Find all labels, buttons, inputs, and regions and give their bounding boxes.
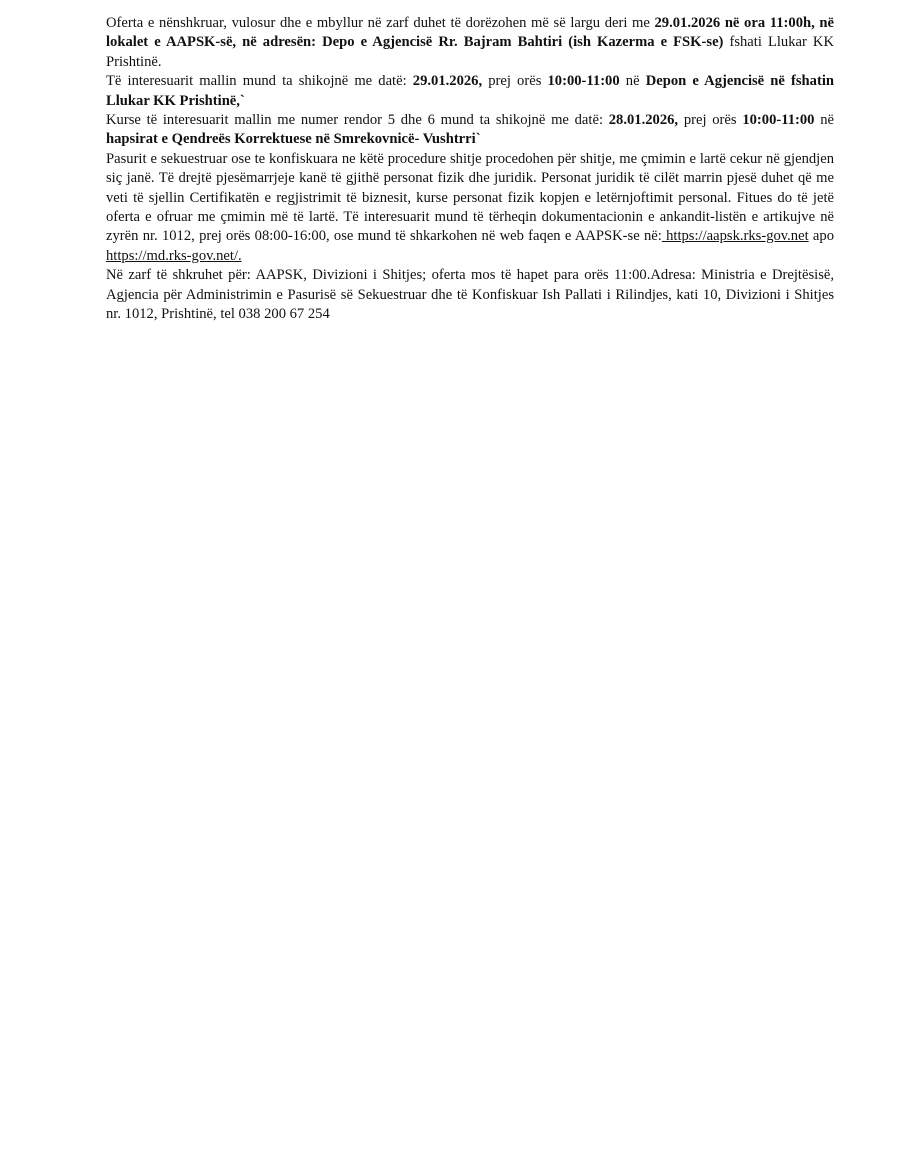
text: Pasurit e sekuestruar ose te konfiskuara ne këtë procedure shitje procedohen për shitje, me çmimin e lartë cekur në gjendjen siç janë. Të drejtë pjesëmarrjeje kanë të gjithë personat fizik dhe juridik. Personat juridik të cilët marrin pjesë duhet që me veti të sjellin Certifikatën e regjistrimit të biznesit, kurse personat fizik kopjen e letërnjoftimit personal. Fitues do të jetë oferta e ofruar me çmimin më të lartë. Të interesuarit mund të tërheqin dokumentacionin e ankandit-listën e artikujve në zyrën nr. 1012, prej orës 08:00-16:00, ose mund të shkarkohen në web faqen e AAPSK-se në:	[106, 150, 834, 245]
viewing-date: 28.01.2026,	[608, 112, 679, 129]
aapsk-website-link[interactable]: https://aapsk.rks-gov.net	[661, 228, 809, 245]
text: Oferta e nënshkruar, vulosur dhe e mbyllur në zarf duhet të dorëzohen më së largu deri me	[106, 15, 655, 31]
text: Kurse të interesuarit mallin me numer rendor 5 dhe 6 mund ta shikojnë me datë:	[106, 112, 609, 129]
text: apo	[808, 228, 834, 245]
deadline-and-address: 29.01.2026 në ora 11:00h, në lokalet e AAPSK-së, në adresën: Depo e Agjencisë Rr. Bajram Bahtiri (ish Kazerma e FSK-se)	[106, 15, 835, 51]
envelope-address-paragraph	[106, 266, 834, 324]
sale-conditions-paragraph	[106, 150, 834, 266]
viewing-location: hapsirat e Qendreës Korrektuese në Smrekovnicë- Vushtrri`	[106, 131, 481, 148]
md-website-link[interactable]: https://md.rks-gov.net/.	[106, 247, 242, 264]
text: në	[814, 112, 834, 129]
text: Të interesuarit mallin mund ta shikojnë me datë:	[106, 73, 413, 90]
text: fshati Llukar KK Prishtinë.	[106, 34, 834, 70]
viewing-schedule-paragraph	[106, 72, 834, 111]
viewing-location: Depon e Agjencisë në fshatin Llukar KK Prishtinë,`	[106, 73, 834, 109]
text: prej orës	[482, 73, 548, 90]
viewing-hours: 10:00-11:00	[742, 112, 815, 129]
viewing-hours: 10:00-11:00	[547, 73, 620, 90]
text: në	[619, 73, 646, 90]
text: Në zarf të shkruhet për: AAPSK, Divizioni i Shitjes; oferta mos të hapet para orës 11:00.Adresa: Ministria e Drejtësisë, Agjencia për Administrimin e Pasurisë së Sekuestruar dhe të Konfiskuar Ish Pallati i Rilindjes, kati 10, Divizioni i Shitjes nr. 1012, Prishtinë, tel 038 200 67 254	[106, 267, 834, 323]
viewing-date: 29.01.2026,	[412, 73, 483, 90]
text: prej orës	[678, 112, 743, 129]
viewing-schedule-items-5-6-paragraph	[106, 111, 834, 150]
submission-deadline-paragraph	[106, 14, 834, 72]
document-body	[106, 14, 834, 325]
